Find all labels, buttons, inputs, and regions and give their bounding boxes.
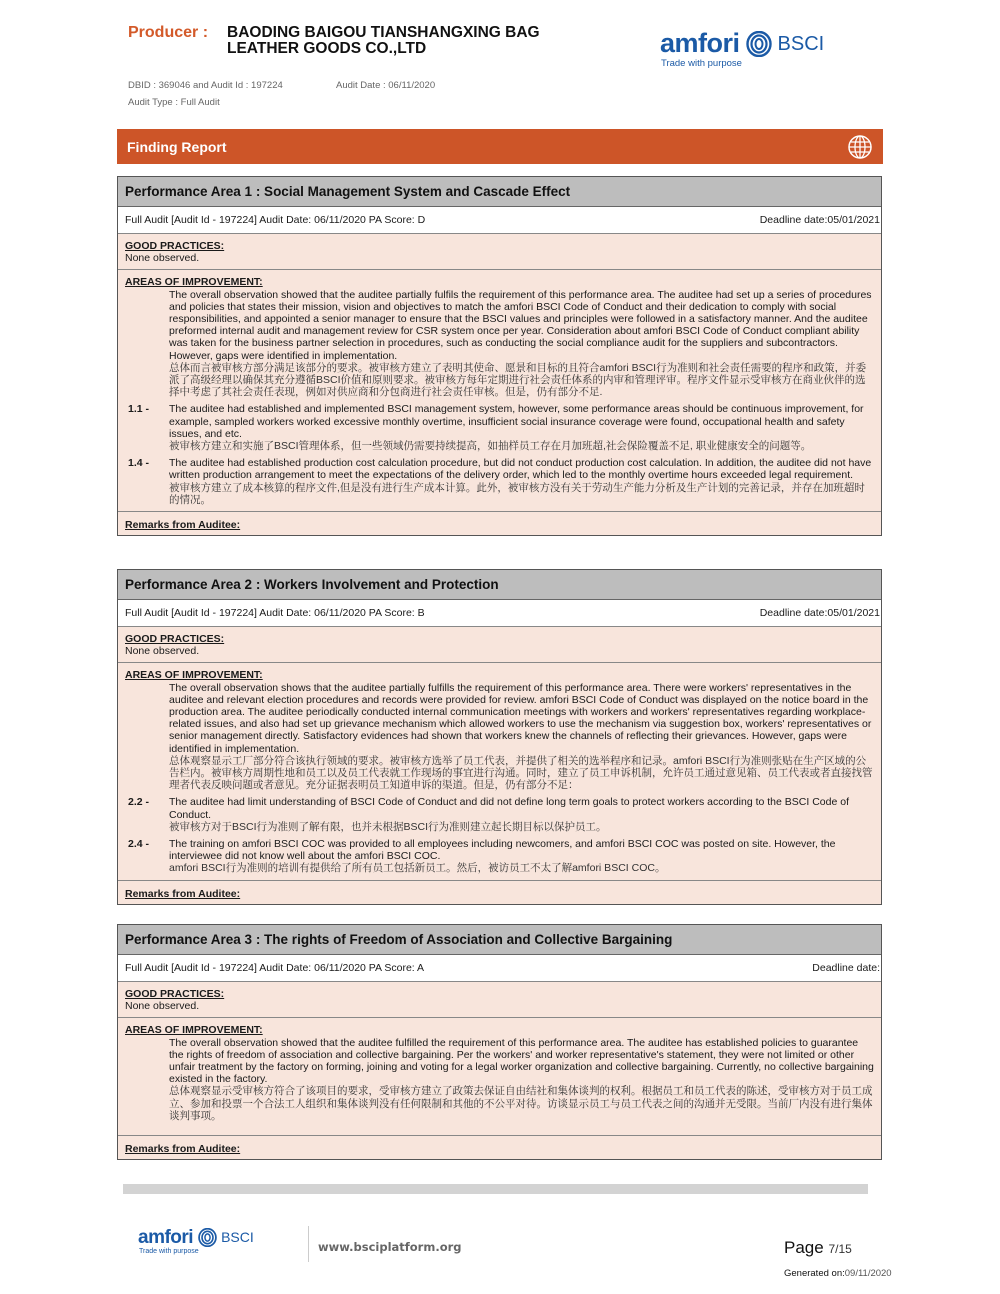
generated-on bbox=[784, 1268, 892, 1279]
amfori-bsci-logo bbox=[660, 28, 825, 69]
finding-cn: 被审核方对于BSCI行为准则了解有限，也并未根据BSCI行为准则建立起长期目标以保护员工。 bbox=[169, 820, 607, 833]
remarks-from-auditee: Remarks from Auditee: bbox=[125, 887, 241, 900]
pa-audit-info: Full Audit [Audit Id - 197224] Audit Date: 06/11/2020 PA Score: B bbox=[125, 607, 425, 619]
generated-date: 09/11/2020 bbox=[844, 1268, 892, 1279]
page-divider-bar bbox=[123, 1184, 868, 1194]
logo-tagline: Trade with purpose bbox=[661, 58, 742, 69]
finding-cn: 被审核方建立了成本核算的程序文件,但是没有进行生产成本计算。此外，被审核方没有关于劳动生产能力分析及生产计划的完善记录，并存在加班超时的情况。 bbox=[169, 481, 865, 506]
footer-divider bbox=[308, 1226, 309, 1262]
finding-number: 2.2 - bbox=[128, 796, 150, 809]
finding-item bbox=[125, 457, 874, 506]
amfori-ring-icon bbox=[198, 1228, 217, 1247]
amfori-ring-icon bbox=[746, 31, 772, 57]
pa-info bbox=[118, 600, 881, 627]
good-practices-text: None observed. bbox=[125, 252, 200, 265]
logo-tagline: Trade with purpose bbox=[139, 1248, 199, 1255]
pa-info bbox=[118, 207, 881, 234]
finding-number: 1.1 - bbox=[128, 403, 150, 416]
good-practices-heading: GOOD PRACTICES: bbox=[125, 988, 225, 1000]
logo-product: BSCI bbox=[777, 32, 825, 55]
finding-report-banner bbox=[117, 129, 883, 164]
remarks-from-auditee: Remarks from Auditee: bbox=[125, 1143, 241, 1156]
finding-number: 1.4 - bbox=[128, 457, 150, 470]
page-count: 7/15 bbox=[828, 1242, 852, 1256]
audit-meta bbox=[128, 80, 436, 91]
pa-deadline: Deadline date:05/01/2021 bbox=[759, 607, 880, 619]
pa-title: Performance Area 3 : The rights of Freedom of Association and Collective Bargaining bbox=[118, 925, 881, 955]
finding-en: The auditee had established and implemented BSCI management system, however, some performance areas should be continuous improvement, for example, sampled workers worked excessive monthly overtime, insufficient social insurance coverage were found, occupational health and safety issues, and etc. bbox=[169, 403, 864, 440]
performance-area-1 bbox=[117, 176, 882, 536]
pa-title: Performance Area 1 : Social Management System and Cascade Effect bbox=[118, 177, 881, 207]
globe-icon bbox=[847, 134, 873, 160]
remarks-from-auditee: Remarks from Auditee: bbox=[125, 519, 241, 532]
performance-area-3 bbox=[117, 924, 882, 1160]
improvement-heading: AREAS OF IMPROVEMENT: bbox=[125, 669, 263, 682]
producer-name: BAODING BAIGOU TIANSHANGXING BAG LEATHER GOODS CO.,LTD bbox=[227, 24, 540, 57]
overview-en: The overall observation shows that the auditee partially fulfills the requirement of this performance area. There were workers' representatives in the auditee and relevant election procedures and records were provided for review. amfori BSCI Code of Conduct was displayed on the notice board in the production area. The auditee periodically conducted internal communication meetings with workers and workers' representatives regarding workplace-related issues, and also had set up grievance mechanism which allowed workers to use the mechanism via suggestion box, workers' representatives or senior management directly. Satisfactory evidences had shown that workers knew the channels of reflecting their grievances. However, gaps were identified in implementation. bbox=[169, 681, 872, 755]
pa-deadline: Deadline date: bbox=[812, 962, 880, 974]
logo-brand: amfori bbox=[138, 1227, 194, 1248]
pa-info bbox=[118, 955, 881, 982]
pa-title: Performance Area 2 : Workers Involvement and Protection bbox=[118, 570, 881, 600]
overview-en: The overall observation showed that the auditee partially fulfils the requirement of this performance area. The auditee had set up a series of procedures and policies that states their mission, vision and objectives to match the amfori BSCI Code of Conduct and their dedication to comply with social responsibilities, and appointed a senior manager to ensure that the BSCI values and principles were followed in a satisfactory manner. And the auditee preformed internal audit and management review for CSR system once per year. Consideration about amfori BSCI Code of Conduct compliant ability was taken for the business partner selection in procedures, such as conducting the social compliance audit for the suppliers and subcontractors. However, gaps were identified in implementation. bbox=[169, 288, 872, 362]
banner-title: Finding Report bbox=[127, 138, 227, 155]
finding-en: The training on amfori BSCI COC was provided to all employees including newcomers, and amfori BSCI COC was posted on site. However, the interviewee did not know well about the amfori BSCI COC. bbox=[169, 838, 836, 863]
audit-date: Audit Date : 06/11/2020 bbox=[336, 80, 436, 91]
dbid-line: DBID : 369046 and Audit Id : 197224 bbox=[128, 80, 283, 91]
good-practices-heading: GOOD PRACTICES: bbox=[125, 240, 225, 252]
footer-url-link[interactable]: www.bsciplatform.org bbox=[318, 1240, 462, 1254]
finding-number: 2.4 - bbox=[128, 838, 150, 851]
overview-cn: 总体而言被审核方部分满足该部分的要求。被审核方建立了表明其使命、愿景和目标的且符合amfori BSCI行为准则和社会责任需要的程序和政策，并委派了高级经理以确保其充分遵循BSCI价值和原则要求。被审核方每年定期进行社会责任体系的内审和管理评审。程序文件显示受审核方在商业伙伴的选择中考虑了其社会责任表现，例如对供应商和分包商进行社会责任审核。但是，仍有部分不足. bbox=[169, 361, 867, 399]
pa-deadline: Deadline date:05/01/2021 bbox=[759, 214, 880, 226]
improvement-heading: AREAS OF IMPROVEMENT: bbox=[125, 1024, 263, 1037]
improvement-section bbox=[118, 663, 881, 880]
footer-amfori-logo bbox=[138, 1227, 254, 1255]
page-label: Page bbox=[784, 1238, 824, 1257]
improvement-section bbox=[118, 270, 881, 512]
improvement-section bbox=[118, 1018, 881, 1136]
improvement-heading: AREAS OF IMPROVEMENT: bbox=[125, 276, 263, 289]
producer-label: Producer : bbox=[128, 24, 209, 41]
overview-cn: 总体观察显示工厂部分符合该执行领域的要求。被审核方选举了员工代表，并提供了相关的选举程序和记录。amfori BSCI行为准则张贴在生产区域的公告栏内。被审核方周期性地和员工以及员工代表就工作现场的事宜进行沟通。同时，建立了员工申诉机制，允许员工通过意见箱、员工代表或者直接找管理者代表反映问题或者意见。充分证据表明员工知道申诉的渠道。但是，仍有部分不足： bbox=[169, 754, 873, 792]
page-number bbox=[784, 1238, 852, 1258]
good-practices-section bbox=[118, 627, 881, 663]
logo-brand: amfori bbox=[660, 28, 740, 58]
pa-audit-info: Full Audit [Audit Id - 197224] Audit Date: 06/11/2020 PA Score: A bbox=[125, 962, 425, 974]
generated-label: Generated on: bbox=[784, 1268, 845, 1279]
finding-en: The auditee had limit understanding of BSCI Code of Conduct and did not define long term goals to protect workers according to the BSCI Code of Conduct. bbox=[169, 796, 849, 821]
finding-item bbox=[125, 838, 874, 875]
overview-cn: 总体观察显示受审核方符合了该项目的要求，受审核方建立了政策去保证自由结社和集体谈判的权利。根据员工和员工代表的陈述，受审核方对于员工成立、参加和投票一个合法工人组织和集体谈判没有任何限制和其他的不公平对待。访谈显示员工与员工代表之间的沟通并无受限。当前厂内没有进行集体谈判事项。 bbox=[169, 1085, 873, 1122]
finding-en: The auditee had established production cost calculation procedure, but did not conduct production cost calculation. In addition, the auditee did not have written production arrangement to meet the expectations of the delivery order, which led to the monthly overtime hours exceeded legal requirement. bbox=[169, 457, 872, 482]
finding-item bbox=[125, 403, 874, 452]
finding-cn: 被审核方建立和实施了BSCI管理体系，但一些领域仍需要持续提高，如抽样员工存在月加班超,社会保险覆盖不足, 职业健康安全的问题等。 bbox=[169, 440, 812, 453]
good-practices-section bbox=[118, 234, 881, 270]
good-practices-heading: GOOD PRACTICES: bbox=[125, 633, 225, 645]
good-practices-text: None observed. bbox=[125, 1000, 200, 1013]
performance-area-2 bbox=[117, 569, 882, 905]
finding-item bbox=[125, 796, 874, 833]
good-practices-section bbox=[118, 982, 881, 1018]
finding-cn: amfori BSCI行为准则的培训有提供给了所有员工包括新员工。然后，被访员工不太了解amfori BSCI COC。 bbox=[169, 862, 666, 875]
audit-type: Audit Type : Full Audit bbox=[128, 97, 220, 108]
logo-product: BSCI bbox=[221, 1229, 254, 1245]
overview-en: The overall observation showed that the auditee fulfilled the requirement of this performance area. The auditee has established policies to guarantee the rights of freedom of association and collective bargaining. Per the workers' and worker representative's statement, they were not limited or other unfair treatment by the factory on forming, joining and voting for a legal worker organization and collective bargaining. Currently, no collective bargaining existed in the factory. bbox=[169, 1036, 874, 1086]
good-practices-text: None observed. bbox=[125, 645, 200, 658]
pa-audit-info: Full Audit [Audit Id - 197224] Audit Date: 06/11/2020 PA Score: D bbox=[125, 214, 426, 226]
